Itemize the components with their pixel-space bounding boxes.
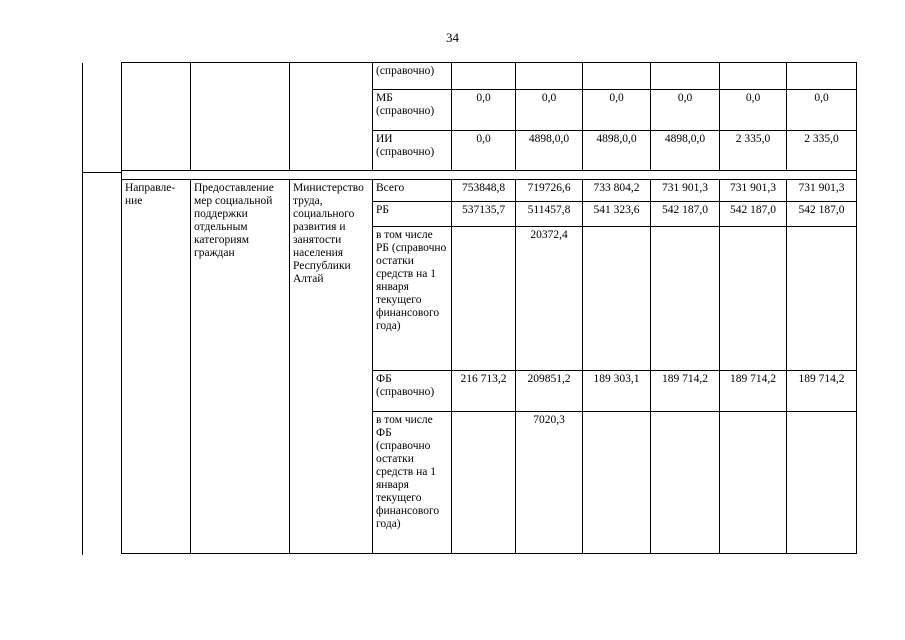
value-cell: 511457,8 xyxy=(516,202,583,227)
value-cell: 731 901,3 xyxy=(787,180,857,202)
value-cell xyxy=(720,227,787,371)
value-cell: 4898,0,0 xyxy=(651,131,720,171)
value-cell: 0,0 xyxy=(651,90,720,131)
page-number: 34 xyxy=(446,30,459,45)
value-cell xyxy=(516,63,583,90)
outer-border-line xyxy=(82,63,83,555)
value-cell xyxy=(787,227,857,371)
value-cell: 0,0 xyxy=(452,90,516,131)
table-row xyxy=(122,180,857,202)
value-cell: 4898,0,0 xyxy=(583,131,651,171)
value-cell: 2 335,0 xyxy=(787,131,857,171)
value-cell xyxy=(651,412,720,554)
value-cell xyxy=(583,412,651,554)
value-cell: 733 804,2 xyxy=(583,180,651,202)
value-cell xyxy=(651,227,720,371)
section-divider-line xyxy=(82,172,122,173)
value-cell xyxy=(651,63,720,90)
value-cell: 542 187,0 xyxy=(651,202,720,227)
source-label: МБ (справочно) xyxy=(373,90,452,131)
value-cell: 542 187,0 xyxy=(720,202,787,227)
value-cell xyxy=(720,412,787,554)
value-cell: 541 323,6 xyxy=(583,202,651,227)
value-cell: 2 335,0 xyxy=(720,131,787,171)
value-cell: 542 187,0 xyxy=(787,202,857,227)
value-cell: 209851,2 xyxy=(516,371,583,412)
source-label: в том числе РБ (справочно остатки средств на 1 января текущего финансового года) xyxy=(373,227,452,371)
value-cell: 0,0 xyxy=(452,131,516,171)
source-label: ИИ (справочно) xyxy=(373,131,452,171)
value-cell xyxy=(583,63,651,90)
empty-cell xyxy=(191,63,290,171)
source-label: ФБ (справочно) xyxy=(373,371,452,412)
value-cell xyxy=(720,63,787,90)
measure-type: Направле-ние xyxy=(122,180,191,554)
value-cell: 731 901,3 xyxy=(651,180,720,202)
value-cell: 0,0 xyxy=(787,90,857,131)
measure-name: Предоставление мер социальной поддержки отдельным категориям граждан xyxy=(191,180,290,554)
value-cell: 0,0 xyxy=(516,90,583,131)
source-label: РБ xyxy=(373,202,452,227)
value-cell xyxy=(452,227,516,371)
value-cell xyxy=(452,412,516,554)
value-cell: 731 901,3 xyxy=(720,180,787,202)
value-cell: 719726,6 xyxy=(516,180,583,202)
budget-table xyxy=(121,62,857,554)
empty-cell xyxy=(122,63,191,171)
source-label: Всего xyxy=(373,180,452,202)
value-cell: 0,0 xyxy=(583,90,651,131)
value-cell xyxy=(787,63,857,90)
separator-row xyxy=(122,171,857,180)
value-cell: 7020,3 xyxy=(516,412,583,554)
value-cell: 189 714,2 xyxy=(787,371,857,412)
value-cell: 0,0 xyxy=(720,90,787,131)
value-cell: 4898,0,0 xyxy=(516,131,583,171)
value-cell xyxy=(787,412,857,554)
value-cell: 20372,4 xyxy=(516,227,583,371)
value-cell xyxy=(452,63,516,90)
value-cell xyxy=(583,227,651,371)
table-row xyxy=(122,63,857,90)
source-label: в том числе ФБ (справочно остатки средств на 1 января текущего финансового года) xyxy=(373,412,452,554)
empty-cell xyxy=(290,63,373,171)
value-cell: 753848,8 xyxy=(452,180,516,202)
value-cell: 189 714,2 xyxy=(720,371,787,412)
value-cell: 189 714,2 xyxy=(651,371,720,412)
value-cell: 216 713,2 xyxy=(452,371,516,412)
value-cell: 537135,7 xyxy=(452,202,516,227)
source-label: (справочно) xyxy=(373,63,452,90)
value-cell: 189 303,1 xyxy=(583,371,651,412)
measure-executor: Министерство труда, социального развития и занятости населения Республики Алтай xyxy=(290,180,373,554)
